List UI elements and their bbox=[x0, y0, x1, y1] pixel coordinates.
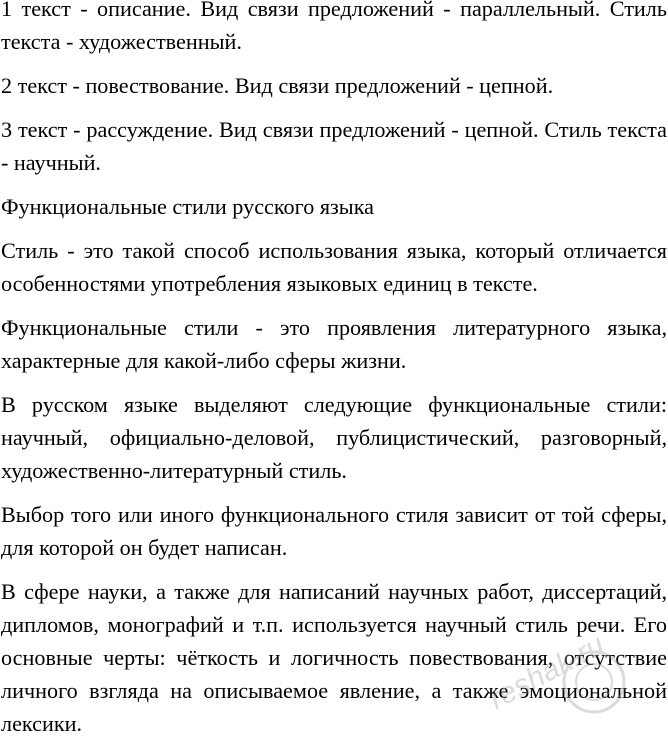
paragraph-text-3: 3 текст - рассуждение. Вид связи предложений - цепной. Стиль текста - научный. bbox=[1, 117, 667, 175]
watermark-text: reshak.ru bbox=[483, 628, 610, 717]
paragraph-text-2: 2 текст - повествование. Вид связи предложений - цепной. bbox=[1, 73, 554, 98]
paragraph-scientific-style: В сфере науки, а также для написаний научных работ, диссертаций, дипломов, монографий и т.п. используется научный стиль речи. Его основные черты: чёткость и логичность повествования, отсутствие личного взгляда на описываемое явление, а также эмоциональной лексики. bbox=[1, 579, 667, 736]
paragraph-text-1: 1 текст - описание. Вид связи предложений - параллельный. Стиль текста - художественный. bbox=[1, 0, 667, 54]
paragraph-style-definition: Стиль - это такой способ использования языка, который отличается особенностями употребления языковых единиц в тексте. bbox=[1, 238, 667, 296]
paragraph-styles-list: В русском языке выделяют следующие функциональные стили: научный, официально-деловой, публицистический, разговорный, художественно-литературный стиль. bbox=[1, 392, 667, 483]
paragraph-style-choice: Выбор того или иного функционального стиля зависит от той сферы, для которой он будет написан. bbox=[1, 502, 667, 560]
section-heading: Функциональные стили русского языка bbox=[1, 194, 375, 219]
paragraph-functional-styles-definition: Функциональные стили - это проявления литературного языка, характерные для какой-либо сферы жизни. bbox=[1, 315, 667, 373]
